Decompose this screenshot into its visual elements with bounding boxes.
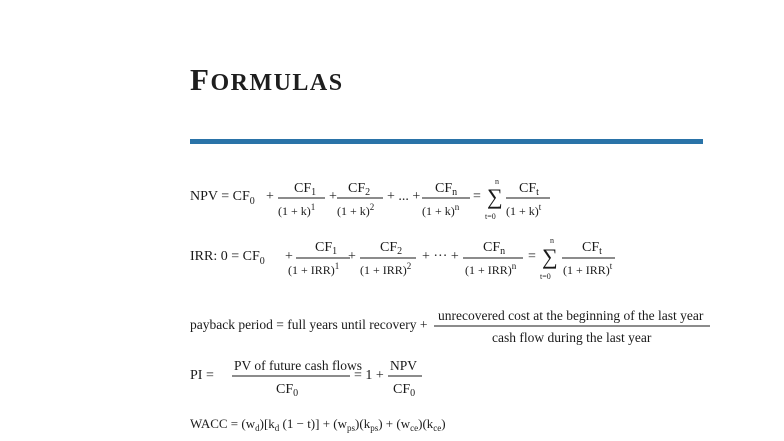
irr-plus-1: +	[285, 249, 293, 264]
irr-lhs: IRR: 0 = CF	[190, 249, 260, 264]
title-divider	[190, 139, 703, 144]
irr-tn-num: $CF_n$	[483, 240, 506, 257]
npv-lhs: NPV = CF	[190, 189, 250, 204]
payback-den: cash flow during the last year	[492, 330, 652, 345]
npv-t2-den: $(1 + k)^2$	[337, 202, 375, 218]
payback-num: unrecovered cost at the beginning of the last year	[438, 308, 704, 323]
pi-num2: NPV	[390, 358, 418, 373]
npv-plus-2: +	[329, 189, 337, 204]
npv-formula	[190, 176, 570, 226]
irr-t1-den: (1 + IRR)$^1$	[288, 261, 340, 277]
irr-t2-den: (1 + IRR)$^2$	[360, 261, 412, 277]
npv-lhs-sub: 0	[249, 196, 255, 207]
npv-sum-den: $(1 + k)^t$	[506, 202, 542, 218]
pi-num: PV of future cash flows	[234, 358, 362, 373]
pi-den2: $CF_0$	[393, 382, 416, 399]
npv-t2-num: $CF_2$	[348, 181, 371, 198]
irr-lhs-sub: 0	[259, 256, 265, 267]
irr-t2-num: $CF_2$	[380, 240, 403, 257]
irr-ellipsis: + ··· +	[422, 249, 459, 264]
irr-equals: =	[528, 249, 536, 264]
npv-sum-top: n	[495, 177, 499, 186]
npv-sum-num: $CF_t$	[519, 181, 539, 198]
npv-tn-den: $(1 + k)^n$	[422, 202, 460, 218]
wacc-formula	[190, 410, 510, 440]
page-title	[190, 62, 344, 98]
npv-equals: =	[473, 189, 481, 204]
pi-lhs: PI =	[190, 368, 214, 383]
title-initial: F	[190, 62, 211, 97]
pi-den: $CF_0$	[276, 382, 299, 399]
npv-ellipsis: + ... +	[387, 189, 421, 204]
irr-sum-bottom: t=0	[540, 272, 551, 281]
irr-tn-den: (1 + IRR)$^n$	[465, 261, 517, 277]
payback-lhs: payback period = full years until recovery +	[190, 317, 428, 332]
npv-sum-bottom: t=0	[485, 212, 496, 221]
npv-tn-num: $CF_n$	[435, 181, 458, 198]
irr-sum-den: (1 + IRR)$^t$	[563, 261, 613, 277]
irr-plus-2: +	[348, 249, 356, 264]
pi-mid: = 1 +	[354, 368, 384, 383]
npv-sigma: ∑	[487, 184, 503, 209]
npv-plus-1: +	[266, 189, 274, 204]
svg-text:IRR: 0 = CF0	[190, 249, 265, 267]
irr-sum-num: $CF_t$	[582, 240, 602, 257]
irr-sum-top: n	[550, 236, 554, 245]
svg-text:WACC = (wd)[kd (1 − t)] + (wps: WACC = $(w_d)[k_d$ $(1 - t)] + (w_{ps})(k_{ps}) + (w_{ce})(k_{ce})$	[190, 416, 446, 433]
irr-sigma: ∑	[542, 244, 558, 269]
pi-formula	[190, 352, 450, 400]
payback-formula	[190, 303, 720, 349]
npv-t1-num: $CF_1$	[294, 181, 317, 198]
irr-formula	[190, 234, 630, 284]
svg-text:NPV = CF0	[190, 189, 255, 207]
npv-t1-den: $(1 + k)^1$	[278, 202, 316, 218]
irr-t1-num: $CF_1$	[315, 240, 338, 257]
title-rest: ORMULAS	[210, 70, 344, 96]
